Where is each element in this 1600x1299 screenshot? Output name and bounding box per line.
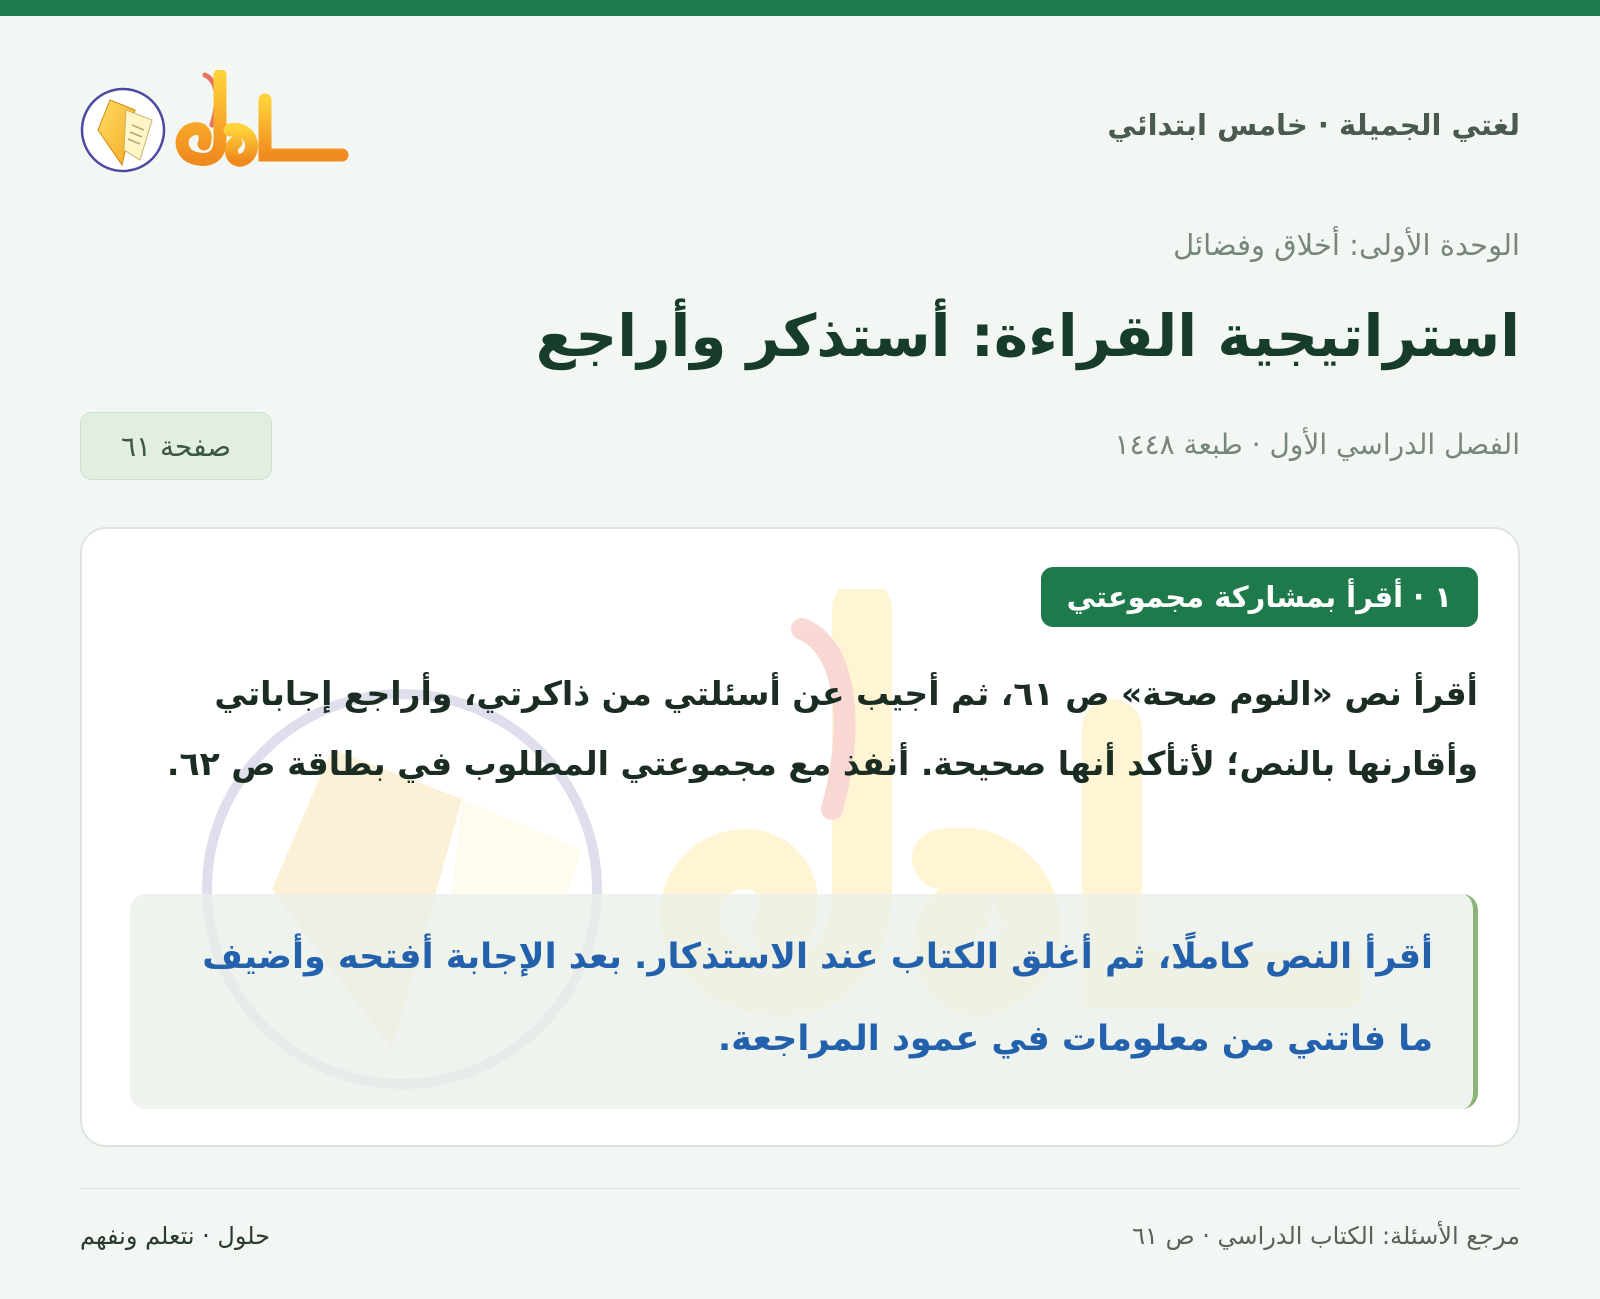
- question-card: [80, 527, 1520, 1147]
- question-number-badge: ١ · أقرأ بمشاركة مجموعتي: [1041, 567, 1478, 627]
- page-number-badge: صفحة ٦١: [80, 412, 272, 480]
- site-header: [80, 70, 1520, 180]
- unit-label: الوحدة الأولى: أخلاق وفضائل: [1173, 228, 1520, 262]
- term-edition-label: الفصل الدراسي الأول · طبعة ١٤٤٨: [1114, 428, 1520, 461]
- page-title: استراتيجية القراءة: أستذكر وأراجع: [535, 302, 1520, 370]
- site-logo[interactable]: [80, 70, 370, 180]
- top-accent-bar: [0, 0, 1600, 16]
- answer-box: [130, 894, 1478, 1109]
- question-text: أقرأ نص «النوم صحة» ص ٦١، ثم أجيب عن أسئلتي من ذاكرتي، وأراجع إجاباتي وأقارنها بالنص؛ لأتأكد أنها صحيحة. أنفذ مع مجموعتي المطلوب في بطاقة ص ٦٢.: [166, 674, 1478, 783]
- footer-reference: مرجع الأسئلة: الكتاب الدراسي · ص ٦١: [1132, 1222, 1520, 1250]
- logo-icon: [80, 70, 370, 180]
- answer-text: أقرأ النص كاملًا، ثم أغلق الكتاب عند الاستذكار. بعد الإجابة أفتحه وأضيف ما فاتني من معلومات في عمود المراجعة.: [202, 937, 1433, 1059]
- breadcrumb: لغتي الجميلة · خامس ابتدائي: [1107, 108, 1520, 142]
- footer-divider: [80, 1188, 1520, 1189]
- footer-brand: حلول · نتعلم ونفهم: [80, 1222, 270, 1250]
